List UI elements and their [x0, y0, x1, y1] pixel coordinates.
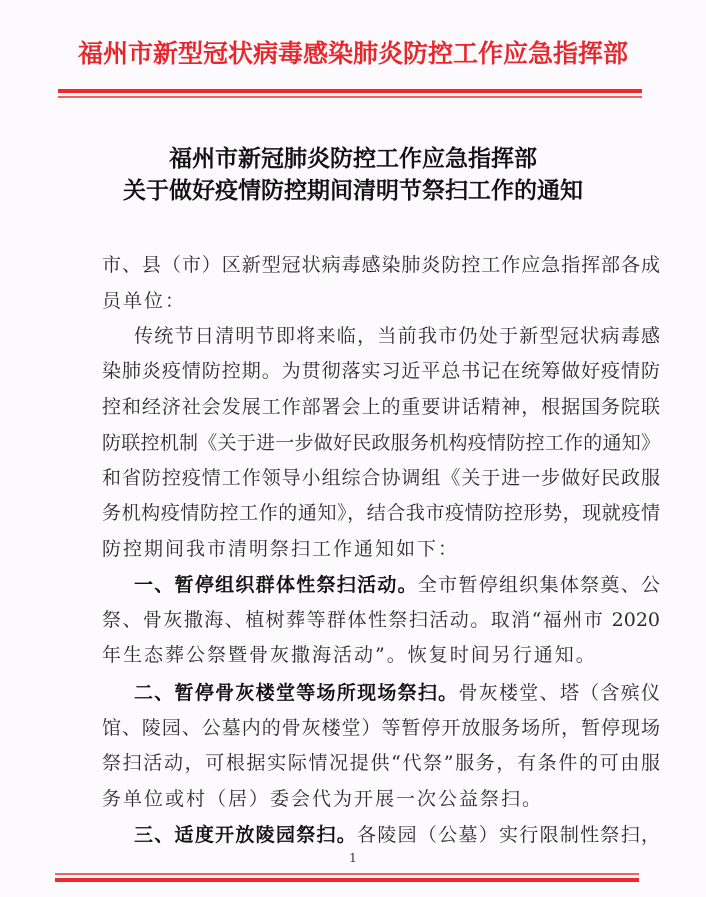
red-rule-thick: [58, 89, 642, 93]
masthead-title: 福州市新型冠状病毒感染肺炎防控工作应急指挥部: [77, 39, 628, 68]
document-title-line1: 福州市新冠肺炎防控工作应急指挥部: [169, 145, 537, 172]
section-3-text: 各陵园（公墓）实行限制性祭扫，: [357, 824, 660, 846]
document-title-line2: 关于做好疫情防控期间清明节祭扫工作的通知: [123, 177, 583, 204]
section-2-heading: 二、暂停骨灰楼堂等场所现场祭扫。: [134, 682, 459, 704]
section-1-first-line: [134, 570, 660, 596]
section-3-first-line: [134, 820, 660, 846]
page-number: 1: [349, 851, 357, 865]
footer-red-rule-thick: [55, 878, 639, 882]
section-1-text: 全市暂停组织集体祭奠、公: [417, 574, 660, 596]
red-rule-thin: [58, 96, 642, 98]
body-line: 务机构疫情防控工作的通知》，结合我市疫情防控形势，现就疫情: [102, 502, 660, 524]
body-line: 防控期间我市清明祭扫工作通知如下：: [102, 538, 460, 560]
body-line: 防联控机制《关于进一步做好民政服务机构疫情防控工作的通知》: [102, 432, 660, 454]
body-line: 控和经济社会发展工作部署会上的重要讲话精神，根据国务院联: [102, 396, 660, 418]
body-line: 馆、陵园、公墓内的骨灰楼堂）等暂停开放服务场所，暂停现场: [102, 717, 660, 739]
body-line: 祭、骨灰撒海、植树葬等群体性祭扫活动。取消“福州市 2020: [102, 609, 660, 631]
body-line: 染肺炎疫情防控期。为贯彻落实习近平总书记在统筹做好疫情防: [102, 360, 660, 382]
section-3-heading: 三、适度开放陵园祭扫。: [134, 824, 358, 846]
body-line: 祭扫活动，可根据实际情况提供“代祭”服务，有条件的可由服: [102, 752, 660, 774]
section-2-text: 骨灰楼堂、塔（含殡仪: [458, 682, 660, 704]
body-line: 员单位：: [102, 290, 187, 312]
section-2-first-line: [134, 678, 660, 704]
section-1-heading: 一、暂停组织群体性祭扫活动。: [134, 574, 418, 596]
body-line: 务单位或村（居）委会代为开展一次公益祭扫。: [102, 788, 544, 810]
body-line: 年生态葬公祭暨骨灰撒海活动”。恢复时间另行通知。: [102, 644, 597, 666]
body-line: 传统节日清明节即将来临，当前我市仍处于新型冠状病毒感: [134, 325, 660, 347]
body-line: 市、县（市）区新型冠状病毒感染肺炎防控工作应急指挥部各成: [102, 254, 660, 276]
footer-red-rule-thin: [55, 873, 639, 875]
body-line: 和省防控疫情工作领导小组综合协调组《关于进一步做好民政服: [102, 467, 660, 489]
